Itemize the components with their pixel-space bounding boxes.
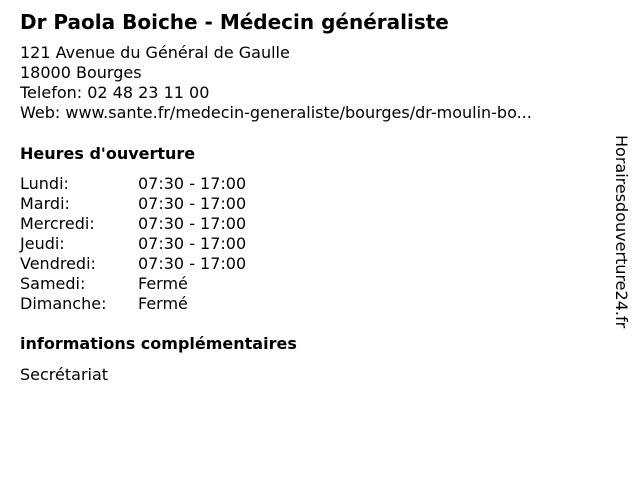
contact-block [20,43,532,123]
day-label: Vendredi: [20,254,96,273]
time-value: Fermé [138,294,188,313]
phone-number: Telefon: 02 48 23 11 00 [20,83,210,102]
additional-info-text: Secrétariat [20,365,109,384]
day-label: Mardi: [20,194,70,213]
day-label: Jeudi: [20,234,65,253]
additional-info-heading: informations complémentaires [20,334,297,353]
day-label: Dimanche: [20,294,107,313]
time-value: Fermé [138,274,188,293]
day-label: Mercredi: [20,214,95,233]
opening-hours-heading: Heures d'ouverture [20,144,196,163]
time-value: 07:30 - 17:00 [138,194,247,213]
time-value: 07:30 - 17:00 [138,214,247,233]
address-line-street: 121 Avenue du Général de Gaulle [20,43,290,62]
address-line-city: 18000 Bourges [20,63,142,82]
site-watermark: Horairesdouverture24.fr [612,135,631,329]
page-title: Dr Paola Boiche - Médecin généraliste [20,10,449,34]
time-value: 07:30 - 17:00 [138,174,247,193]
time-value: 07:30 - 17:00 [138,254,247,273]
day-label: Samedi: [20,274,86,293]
website-link[interactable]: Web: www.sante.fr/medecin-generaliste/bourges/dr-moulin-bo... [20,103,532,122]
time-value: 07:30 - 17:00 [138,234,247,253]
day-label: Lundi: [20,174,69,193]
